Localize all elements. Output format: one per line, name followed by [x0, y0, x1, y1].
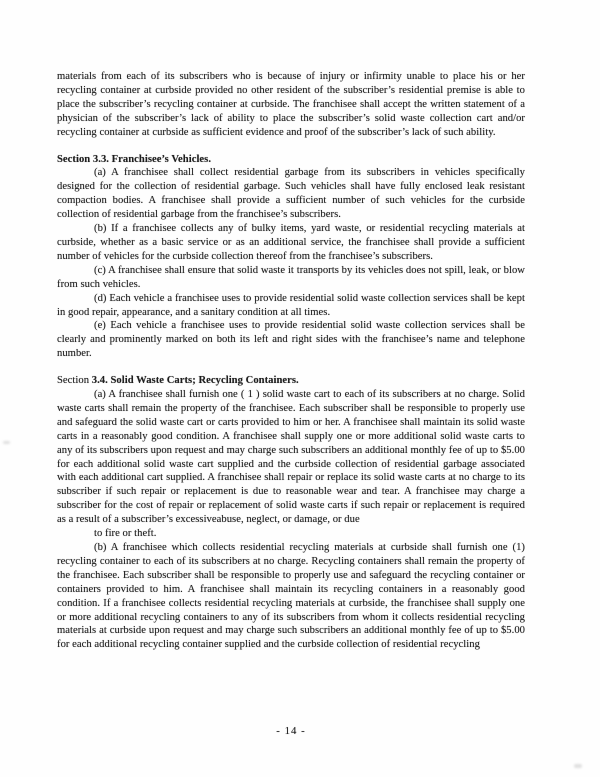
page-number: - 14 -	[276, 725, 306, 737]
paragraph-3-4-a-tail: to fire or theft.	[94, 528, 157, 540]
paragraph-3-3-d: (d) Each vehicle a franchisee uses to provide residential solid waste collection services shall be kept in good repair, appearance, and a sanitary condition at all times.	[57, 292, 525, 318]
paragraph-3-3-b: (b) If a franchisee collects any of bulky items, yard waste, or residential recycling materials at curbside, whether as a basic service or as an additional service, the franchisee shall provide a sufficient number of vehicles for the curbside collection thereof from the franchisee’s subscribers.	[57, 223, 525, 262]
paragraph-3-4-a	[57, 388, 525, 541]
paragraph-3-3-e: (e) Each vehicle a franchisee uses to provide residential solid waste collection services shall be clearly and prominently marked on both its left and right sides with the franchisee’s name and telephone number.	[57, 320, 525, 360]
section-3-3-heading: Section 3.3. Franchisee’s Vehicles.	[57, 153, 212, 165]
paragraph-3-3-a: (a) A franchisee shall collect residential garbage from its subscribers in vehicles specifically designed for the collection of residential garbage. Such vehicles shall have fully enclosed leak resistant compaction bodies. A franchisee shall provide a sufficient number of such vehicles for the curbside collection of residential garbage from the franchisee’s subscribers.	[57, 167, 525, 221]
section-3-4-heading-title: 3.4. Solid Waste Carts; Recycling Containers.	[91, 375, 299, 387]
scan-artifact	[3, 441, 10, 444]
paragraph-3-3-c: (c) A franchisee shall ensure that solid waste it transports by its vehicles does not spill, leak, or blow from such vehicles.	[57, 264, 525, 290]
paragraph-3-4-a-main: (a) A franchisee shall furnish one ( 1 ) solid waste cart to each of its subscribers at no charge. Solid waste carts shall remain the property of the franchisee. Each subscriber shall be responsible to properly use and safeguard the solid waste cart or carts provided to him or her. A franchisee shall maintain its solid waste carts in a reasonably good condition. A franchisee shall supply one or more additional solid waste carts to any of its subscribers upon request and may charge such subscribers an additional monthly fee of up to $5.00 for each additional solid waste cart supplied and the curbside collection of residential garbage associated with each additional cart supplied. A franchisee shall repair or replace its solid waste carts at no charge to its subscriber if such repair or replacement is due to reasonable wear and tear. A franchisee may charge a subscriber for the cost of repair or replacement of solid waste carts if such repair or replacement is required as a result of a subscriber’s excessiveabuse, neglect, or damage, or due	[57, 389, 525, 526]
scan-artifact	[574, 764, 582, 768]
paragraph-continuation: materials from each of its subscribers who is because of injury or infirmity unable to place his or her recycling container at curbside provided no other resident of the subscriber’s residential premise is able to place the subscriber’s recycling container at curbside. The franchisee shall accept the written statement of a physician of the subscriber’s lack of ability to place the subscriber’s solid waste collection cart and/or recycling container at curbside as sufficient evidence and proof of the subscriber’s lack of such ability.	[57, 71, 525, 138]
section-3-4-heading-prefix: Section	[57, 375, 92, 387]
page-body-text	[57, 70, 525, 652]
paragraph-3-4-b: (b) A franchisee which collects residential recycling materials at curbside shall furnish one (1) recycling container to each of its subscribers at no charge. Recycling containers shall remain the property of the franchisee. Each subscriber shall be responsible to properly use and safeguard the recycling container or containers provided to him. A franchisee shall maintain its recycling containers in a reasonably good condition. If a franchisee collects residential recycling materials at curbside, the franchisee shall supply one or more additional recycling containers to any of its subscribers from whom it collects residential recycling materials at curbside upon request and may charge such subscribers an additional monthly fee of up to $5.00 for each additional recycling container supplied and the curbside collection of residential recycling	[57, 542, 525, 651]
section-3-4-heading	[57, 374, 525, 388]
